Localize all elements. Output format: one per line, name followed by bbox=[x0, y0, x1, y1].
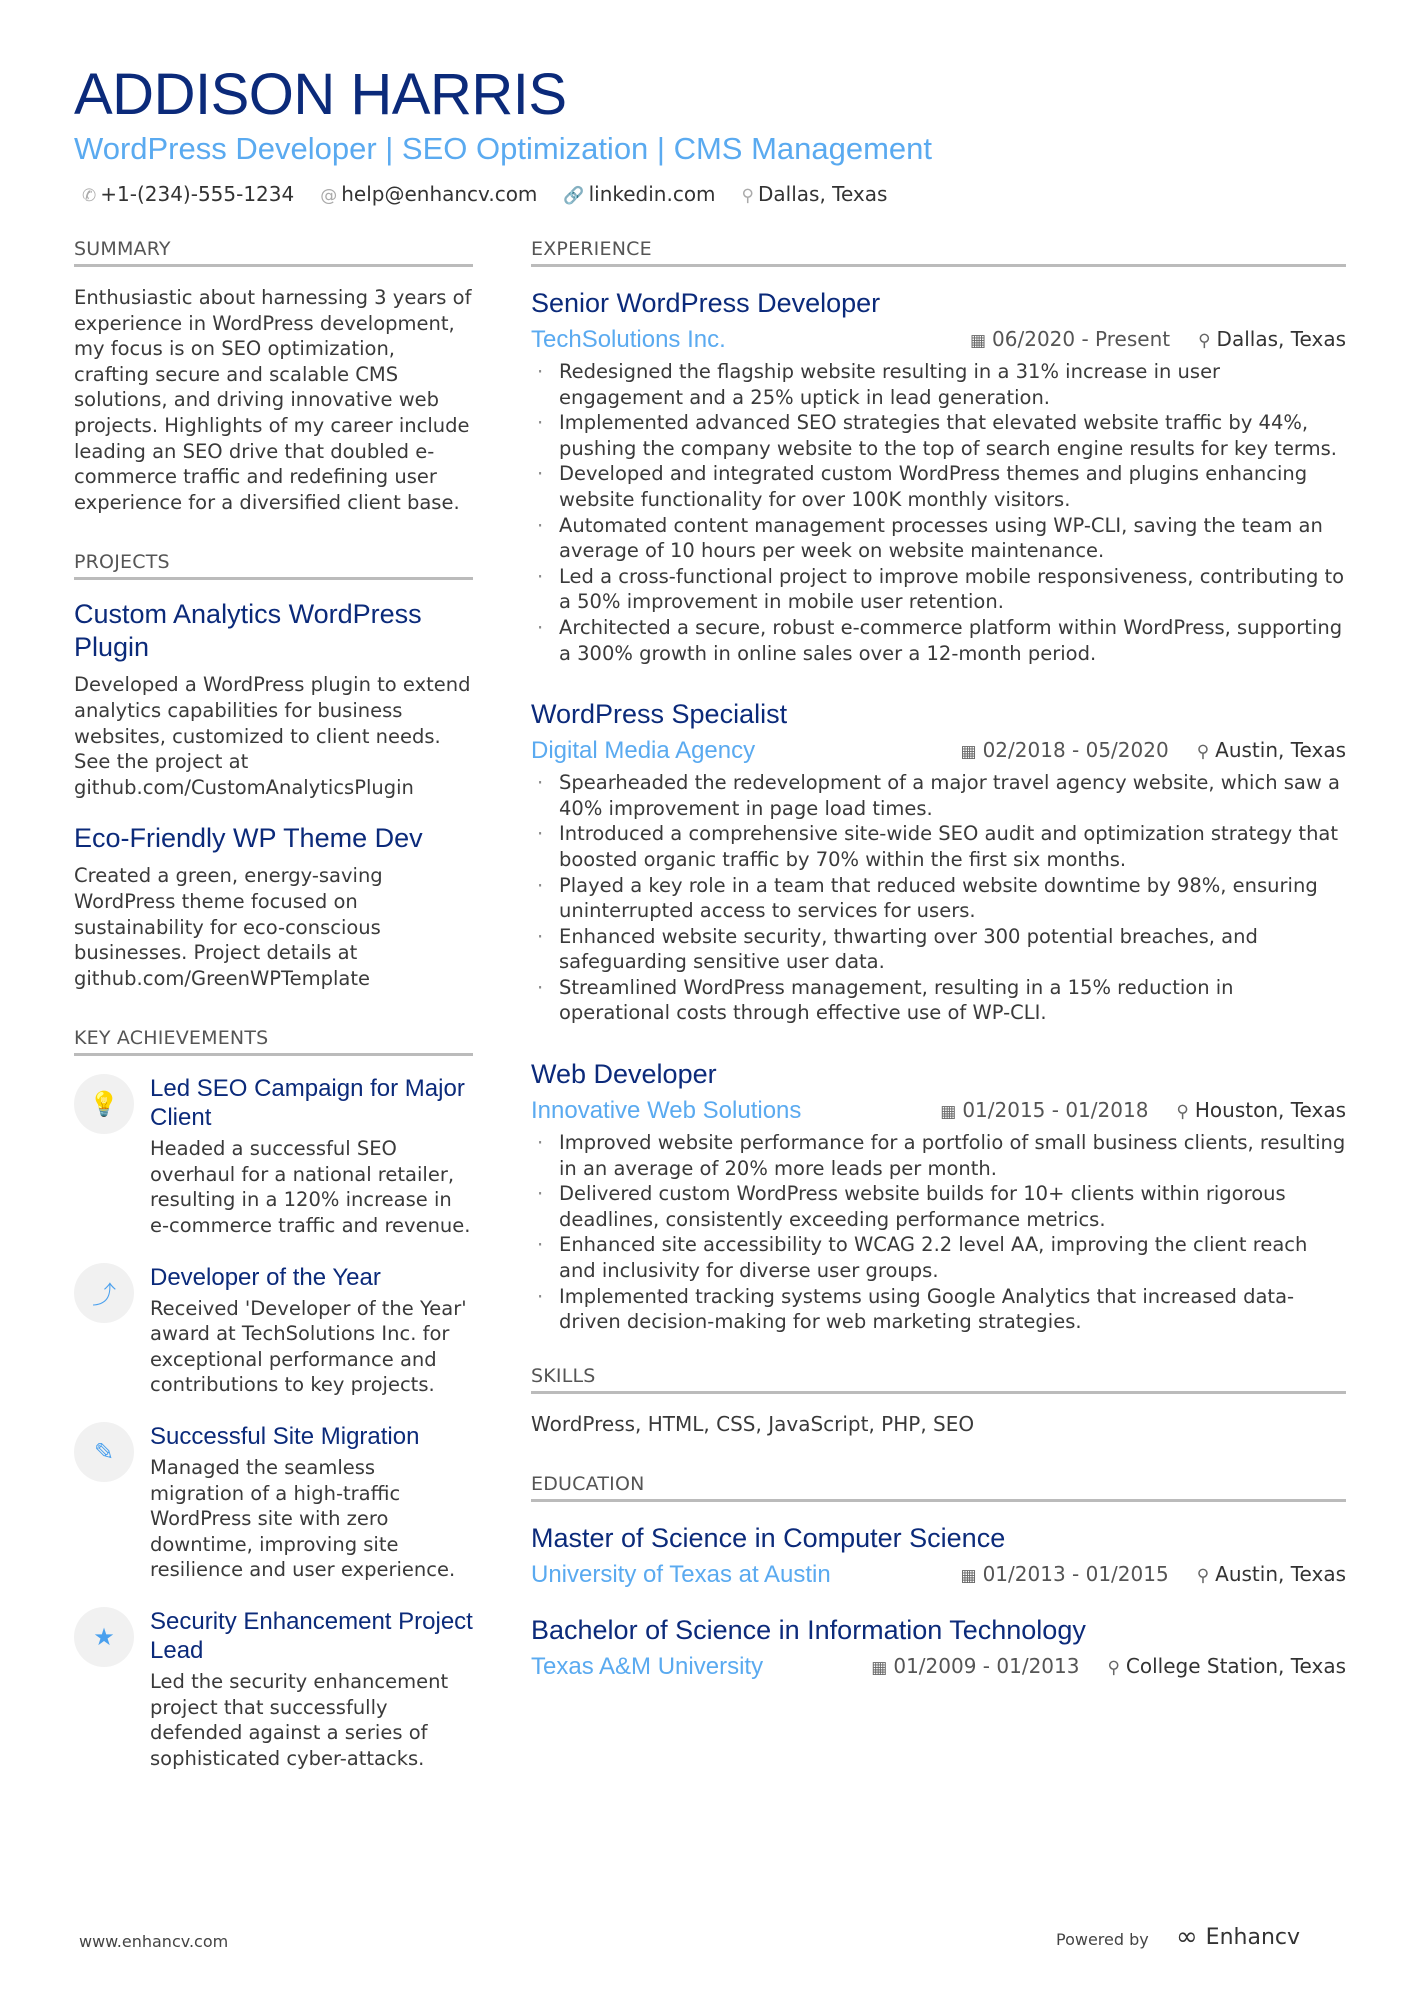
section-heading: KEY ACHIEVEMENTS bbox=[74, 1027, 473, 1056]
contact-text: help@enhancv.com bbox=[341, 182, 538, 206]
company-name: Digital Media Agency bbox=[531, 737, 756, 765]
achievement-description: Headed a successful SEO overhaul for a national retailer, resulting in a 120% increase in e-commerce traffic and revenue. bbox=[150, 1137, 471, 1238]
skills-section bbox=[531, 1365, 1346, 1438]
summary-text: Enthusiastic about harnessing 3 years of experience in WordPress development, my focus is on SEO optimization, crafting secure and scalable CMS solutions, and driving innovative web projects. Highlights of my career include leading an SEO drive that doubled e-commerce traffic and redefining user experience for a diversified client base. bbox=[74, 286, 472, 514]
calendar-icon: ▦ bbox=[969, 331, 987, 351]
location-icon: ⚲ bbox=[1198, 331, 1211, 351]
achievement-title: Security Enhancement Project Lead bbox=[150, 1608, 473, 1664]
lightbulb-icon: 💡 bbox=[74, 1074, 134, 1134]
dates-text: 01/2013 - 01/2015 bbox=[982, 1562, 1169, 1587]
company-name: TechSolutions Inc. bbox=[531, 326, 726, 353]
dates-text: 06/2020 - Present bbox=[992, 327, 1171, 351]
bullet-item: · Enhanced site accessibility to WCAG 2.2 level AA, improving the client reach and inclusivity for diverse user groups. bbox=[531, 1232, 1346, 1283]
location-icon: ⚲ bbox=[1196, 1566, 1210, 1587]
location bbox=[1176, 1092, 1346, 1130]
right-column bbox=[531, 238, 1346, 1704]
candidate-subtitle: WordPress Developer | SEO Optimization | CMS Management bbox=[74, 131, 933, 166]
location-icon: ⚲ bbox=[1176, 1102, 1189, 1123]
achievement-title: Successful Site Migration bbox=[150, 1423, 420, 1451]
phone-icon: ✆ bbox=[82, 186, 97, 206]
achievement-description: Led the security enhancement project that successfully defended against a series of sophisticated cyber-attacks. bbox=[150, 1670, 449, 1770]
job-entry bbox=[531, 1056, 1346, 1335]
project-item bbox=[74, 822, 473, 991]
dates-text: 02/2018 - 05/2020 bbox=[982, 738, 1169, 763]
left-column bbox=[74, 238, 473, 1795]
location-icon: ⚲ bbox=[741, 186, 754, 206]
achievement-item bbox=[74, 1263, 473, 1398]
calendar-icon: ▦ bbox=[940, 1102, 957, 1123]
job-entry bbox=[531, 285, 1346, 666]
project-item bbox=[74, 598, 473, 800]
contact-item[interactable] bbox=[563, 182, 715, 206]
contact-text: +1-(234)-555-1234 bbox=[100, 182, 295, 206]
bullet-item: · Enhanced website security, thwarting over 300 potential breaches, and safeguarding sensitive user data. bbox=[531, 924, 1346, 975]
contact-item[interactable] bbox=[320, 182, 537, 206]
school-name: University of Texas at Austin bbox=[531, 1561, 831, 1589]
date-range bbox=[961, 732, 1169, 770]
link-icon: 🔗 bbox=[563, 186, 585, 206]
bullet-item: · Streamlined WordPress management, resulting in a 15% reduction in operational costs through effective use of WP-CLI. bbox=[531, 975, 1346, 1026]
strategy-icon: ⤴ bbox=[74, 1263, 134, 1323]
bullet-item: · Implemented tracking systems using Google Analytics that increased data-driven decision-making for web marketing strategies. bbox=[531, 1284, 1346, 1335]
calendar-icon: ▦ bbox=[960, 1566, 977, 1587]
achievement-item bbox=[74, 1607, 473, 1771]
section-heading: SKILLS bbox=[531, 1365, 1346, 1394]
footer-powered: Powered by bbox=[1056, 1930, 1149, 1949]
location-text: Houston, Texas bbox=[1194, 1098, 1346, 1123]
company-name: Innovative Web Solutions bbox=[531, 1097, 802, 1125]
section-heading: EDUCATION bbox=[531, 1473, 1346, 1502]
star-icon: ★ bbox=[74, 1607, 134, 1667]
achievement-item bbox=[74, 1074, 473, 1238]
bullet-item: · Automated content management processes using WP-CLI, saving the team an average of 10 hours per week on website maintenance. bbox=[531, 513, 1346, 564]
education-entry bbox=[531, 1612, 1346, 1686]
dates-text: 01/2015 - 01/2018 bbox=[962, 1098, 1149, 1123]
achievement-title: Developer of the Year bbox=[150, 1263, 381, 1291]
section-heading: EXPERIENCE bbox=[531, 238, 1346, 267]
job-entry bbox=[531, 696, 1346, 1026]
achievements-section bbox=[74, 1027, 473, 1771]
enhancv-logo bbox=[1176, 1922, 1300, 1952]
education-section bbox=[531, 1473, 1346, 1686]
achievement-description: Received 'Developer of the Year' award at TechSolutions Inc. for exceptional performance and contributions to key projects. bbox=[150, 1296, 467, 1397]
contact-item[interactable] bbox=[742, 182, 888, 206]
footer-site[interactable]: www.enhancv.com bbox=[79, 1932, 229, 1951]
skills-text: WordPress, HTML, CSS, JavaScript, PHP, SEO bbox=[531, 1411, 975, 1436]
bullet-item: · Played a key role in a team that reduced website downtime by 98%, ensuring uninterrupted access to services for users. bbox=[531, 873, 1346, 924]
job-title: Web Developer bbox=[531, 1059, 717, 1090]
bullet-item: · Introduced a comprehensive site-wide SEO audit and optimization strategy that boosted organic traffic by 70% within the first six months. bbox=[531, 821, 1346, 872]
calendar-icon: ▦ bbox=[960, 742, 977, 763]
summary-section bbox=[74, 238, 473, 515]
project-title: Eco-Friendly WP Theme Dev bbox=[74, 823, 423, 854]
education-entry bbox=[531, 1520, 1346, 1594]
location bbox=[1197, 732, 1346, 770]
projects-section bbox=[74, 551, 473, 991]
bullet-item: · Led a cross-functional project to improve mobile responsiveness, contributing to a 50% improvement in mobile user retention. bbox=[531, 564, 1346, 615]
bullet-item: · Delivered custom WordPress website builds for 10+ clients within rigorous deadlines, consistently exceeding performance metrics. bbox=[531, 1181, 1346, 1232]
bullet-list bbox=[531, 770, 1346, 1026]
achievement-description: Managed the seamless migration of a high-traffic WordPress site with zero downtime, improving site resilience and user experience. bbox=[150, 1456, 456, 1582]
project-title: Custom Analytics WordPress Plugin bbox=[74, 599, 422, 663]
location bbox=[1197, 1556, 1346, 1594]
date-range bbox=[961, 1556, 1169, 1594]
contact-text: linkedin.com bbox=[588, 182, 716, 206]
project-description: Created a green, energy-saving WordPress theme focused on sustainability for eco-conscious businesses. Project details at github.com/GreenWPTemplate bbox=[74, 864, 383, 990]
magic-wand-icon: ✎ bbox=[74, 1422, 134, 1482]
project-description: Developed a WordPress plugin to extend analytics capabilities for business websites, customized to client needs. See the project at github.com/CustomAnalyticsPlugin bbox=[74, 673, 471, 799]
achievement-item bbox=[74, 1422, 473, 1583]
location-icon: ⚲ bbox=[1196, 742, 1210, 763]
job-title: WordPress Specialist bbox=[531, 699, 788, 730]
location bbox=[1107, 1648, 1346, 1686]
section-heading: SUMMARY bbox=[74, 238, 473, 267]
bullet-item: · Developed and integrated custom WordPress themes and plugins enhancing website functionality for over 100K monthly visitors. bbox=[531, 461, 1346, 512]
achievement-title: Led SEO Campaign for Major Client bbox=[150, 1075, 465, 1132]
candidate-name: ADDISON HARRIS bbox=[74, 62, 567, 127]
location-icon: ⚲ bbox=[1107, 1658, 1120, 1679]
degree: Bachelor of Science in Information Technology bbox=[531, 1615, 1086, 1646]
dates-text: 01/2009 - 01/2013 bbox=[893, 1654, 1080, 1679]
section-heading: PROJECTS bbox=[74, 551, 473, 580]
contact-text: Dallas, Texas bbox=[758, 182, 888, 206]
enhancv-brand: Enhancv bbox=[1205, 1924, 1300, 1950]
degree: Master of Science in Computer Science bbox=[531, 1523, 1006, 1554]
bullet-item: · Architected a secure, robust e-commerce platform within WordPress, supporting a 300% growth in online sales over a 12-month period. bbox=[531, 615, 1346, 666]
calendar-icon: ▦ bbox=[871, 1658, 888, 1679]
bullet-list bbox=[531, 359, 1346, 666]
experience-section bbox=[531, 238, 1346, 1335]
location-text: Austin, Texas bbox=[1215, 738, 1346, 763]
bullet-list bbox=[531, 1130, 1346, 1335]
bullet-item: · Implemented advanced SEO strategies that elevated website traffic by 44%, pushing the company website to the top of search engine results for key terms. bbox=[531, 410, 1346, 461]
location-text: College Station, Texas bbox=[1125, 1654, 1346, 1679]
resume-header bbox=[74, 62, 932, 206]
school-name: Texas A&M University bbox=[531, 1653, 764, 1681]
location-text: Dallas, Texas bbox=[1216, 327, 1346, 351]
bullet-item: · Redesigned the flagship website resulting in a 31% increase in user engagement and a 25% uptick in lead generation. bbox=[531, 359, 1346, 410]
contact-row bbox=[82, 182, 932, 206]
bullet-item: · Improved website performance for a portfolio of small business clients, resulting in an average of 20% more leads per month. bbox=[531, 1130, 1346, 1181]
job-title: Senior WordPress Developer bbox=[531, 288, 881, 318]
location bbox=[1198, 321, 1346, 359]
enhancv-logo-icon: ∞ bbox=[1176, 1922, 1198, 1952]
date-range bbox=[970, 321, 1170, 359]
date-range bbox=[940, 1092, 1148, 1130]
location-text: Austin, Texas bbox=[1215, 1562, 1346, 1587]
date-range bbox=[871, 1648, 1079, 1686]
bullet-item: · Spearheaded the redevelopment of a major travel agency website, which saw a 40% improvement in page load times. bbox=[531, 770, 1346, 821]
at-icon: @ bbox=[320, 186, 338, 206]
contact-item[interactable] bbox=[82, 182, 294, 206]
